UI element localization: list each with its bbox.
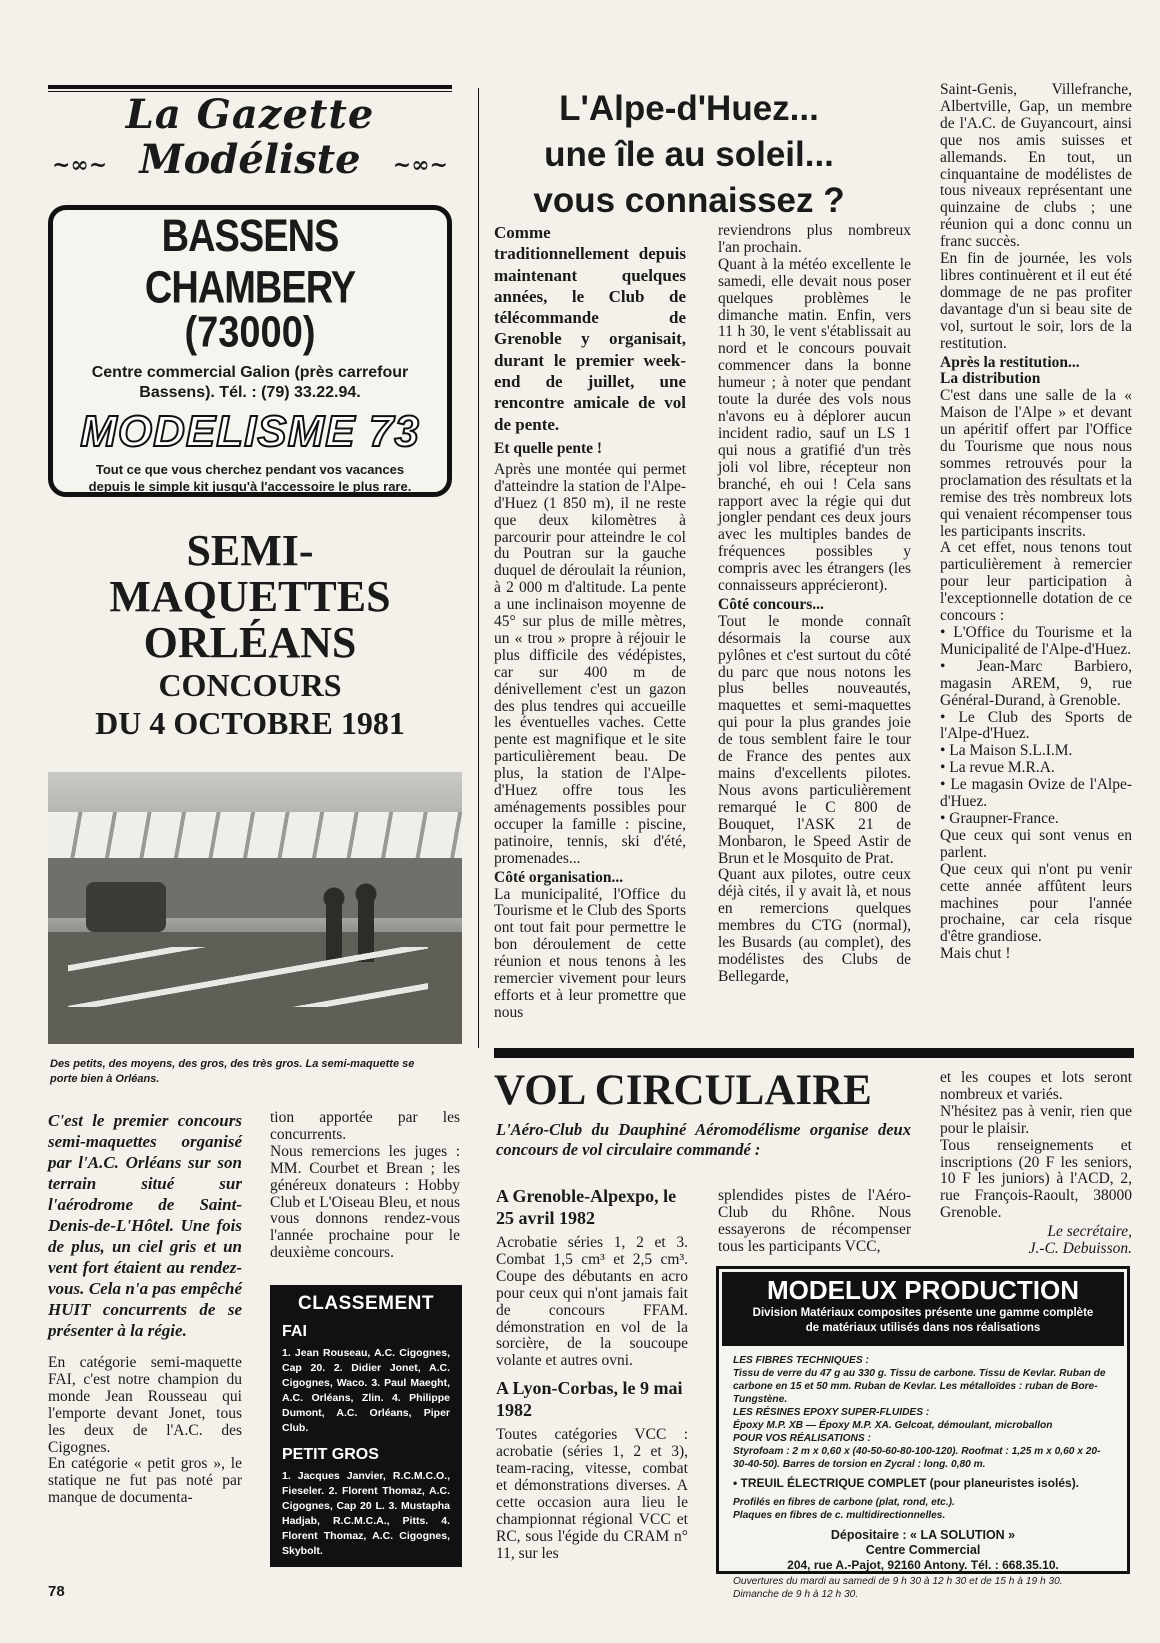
alpe-end1: Que ceux qui sont venus en parlent. xyxy=(940,826,1132,861)
alpe-h-orga: Côté organisation... xyxy=(494,868,624,886)
gazette-line2: Modéliste xyxy=(139,136,361,183)
ad-modelux xyxy=(716,1266,1130,1600)
modelux-real-h: POUR VOS RÉALISATIONS : xyxy=(733,1433,871,1444)
alpe-p-effet: A cet effet, nous tenons tout particulièrement à remercier pour leur participation à l'exceptionnelle dotation de ce concours : xyxy=(940,539,1132,625)
alpe-h-restit2: La distribution xyxy=(940,370,1041,388)
modelux-plaques: Plaques en fibres de c. multidirectionnelles. xyxy=(733,1510,946,1521)
modelux-horaires2: Dimanche de 9 h à 12 h 30. xyxy=(733,1589,859,1600)
semi-col1 xyxy=(48,1110,242,1507)
sponsor-item: • La Maison S.L.I.M. xyxy=(940,742,1073,760)
modelux-horaires1: Ouvertures du mardi au samedi de 9 h 30 à 12 h 30 et de 15 h à 19 h 30. xyxy=(733,1576,1063,1587)
alpe-p-orga: La municipalité, l'Office du Tourisme et le Club des Sports ont tout fait pour permettre le bon déroulement de cette réunion et nous tenons à les remercier vivement pour leurs efforts et à leur promettre que nous xyxy=(494,885,686,1021)
alpe-p-concours: Tout le monde connaît désormais la course aux pylônes et c'est surtout du côté du parc que nous notons les plus belles nouveautés, maquettes et semi-maquettes qui pour la plus grandes joie de tous semblent faire le tour de France des pentes aux mains d'excellents pilotes. Nous avons particulièrement remarqué le C 800 de Bouquet, l'ASK 21 de Monbaron, le Speed Astir de Brun et le Mosquito de Prat. xyxy=(718,612,911,867)
classement-title: CLASSEMENT xyxy=(298,1293,434,1314)
alpe-c3a: Saint-Genis, Villefranche, Albertville, Gap, un membre de l'A.C. de Guyancourt, ainsi que nos amis suisses et allemands. En tout, un cinquantaine de modélistes de tous niveaux représentant une quinzaine de clubs ; une réunion qui a donc connu un franc succès. xyxy=(940,81,1132,251)
alpe-c3b: En fin de journée, les vols libres continuèrent et il eut été dommage de ne pas profiter davantage d'un si beau site de vol, surtout le soir, lors de la restitution. xyxy=(940,250,1132,352)
page-number: 78 xyxy=(48,1583,65,1600)
modelux-real: Styrofoam : 2 m x 0,60 x (40-50-60-80-100-120). Roofmat : 1,25 m x 0,60 x 20-30-40-50). Barres de torsion en Zycral : long. 0,80 m. xyxy=(733,1446,1101,1470)
gazette-logo xyxy=(48,92,452,188)
flourish-right-icon: ~∞~ xyxy=(392,152,448,178)
alpe-h-concours: Côté concours... xyxy=(718,595,824,613)
modelux-fibres-h: LES FIBRES TECHNIQUES : xyxy=(733,1355,869,1366)
vol-h-lyon: A Lyon-Corbas, le 9 mai 1982 xyxy=(496,1378,683,1420)
van xyxy=(86,882,166,932)
photo-caption: Des petits, des moyens, des gros, des très gros. La semi-maquette se porte bien à Orléans. xyxy=(50,1058,415,1085)
hangar-roof xyxy=(48,812,462,858)
ad-bassens-chambery xyxy=(48,205,452,497)
semi-headline xyxy=(48,528,452,742)
photo-semi-maquettes xyxy=(48,772,462,1044)
alpe-col1 xyxy=(494,222,686,1022)
sponsor-item: • Graupner-France. xyxy=(940,809,1059,827)
alpe-h-pente: Et quelle pente ! xyxy=(494,439,603,457)
semi-title-1: SEMI- xyxy=(186,526,314,575)
vol-c3c: Tous renseignements et inscriptions (20 F les seniors, 10 F les juniors) à l'ACD, 2, rue François-Raoult, 38000 Grenoble. xyxy=(940,1136,1132,1222)
vol-intro: L'Aéro-Club du Dauphiné Aéromodélisme organise deux concours de vol circulaire commandé : xyxy=(496,1120,911,1159)
ad-brand: MODELISME 73 xyxy=(80,407,420,456)
vol-title: VOL CIRCULAIRE xyxy=(494,1067,872,1114)
vol-sig1: Le secrétaire, xyxy=(1047,1223,1132,1241)
semi-col2-p2: Nous remercions les juges : MM. Courbet et Brean ; les généreux donateurs : Hobby Club et L'Oiseau Bleu, et nous vous donnons rendez-vous l'année prochaine pour le deuxième concours. xyxy=(270,1142,460,1262)
modelux-resines-h: LES RÉSINES EPOXY SUPER-FLUIDES : xyxy=(733,1407,930,1418)
sponsor-item: • La revue M.R.A. xyxy=(940,759,1055,777)
classement-fai-text: 1. Jean Rouseau, A.C. Cigognes, Cap 20. 2. Didier Jonet, A.C. Cigognes, Waco. 3. Paul Maeght, A.C. Orléans, Zlin. 4. Philippe Dumont, A.C. Orléans, Piper Club. xyxy=(282,1347,450,1434)
alpe-p-restit: C'est dans une salle de la « Maison de l'Alpe » et devant un apéritif offert par l'Office du Tourisme que nous nous sommes retrouvés pour la proclamation des résultats et la remise des très nombreux lots qui venaient récompenser tous les participants inscrits. xyxy=(940,387,1132,540)
sponsor-list xyxy=(940,625,1132,828)
modelux-title: MODELUX PRODUCTION xyxy=(767,1275,1079,1305)
column-divider xyxy=(478,88,479,1048)
semi-col2-p1: tion apportée par les concurrents. xyxy=(270,1109,460,1143)
vol-c3b: N'hésitez pas à venir, rien que pour le plaisir. xyxy=(940,1102,1132,1137)
modelux-fibres: Tissu de verre du 47 g au 330 g. Tissu de carbone. Tissu de Kevlar. Ruban de carbone en 15 et 50 mm. Ruban de Kevlar. Les métalloïdes : ruban de Bore-Tungstène. xyxy=(733,1368,1106,1405)
sponsor-item: • Jean-Marc Barbiero, magasin AREM, 9, rue Général-Durand, à Grenoble. xyxy=(940,657,1132,709)
ad-tagline: Tout ce que vous cherchez pendant vos vacances depuis le simple kit jusqu'à l'accessoire le plus rare. xyxy=(88,462,412,494)
vol-p-lyon: Toutes catégories VCC : acrobatie (séries 1, 2 et 3), team-racing, vitesse, combat et démonstrations diverses. A cette occasion aura lieu le championnat régional VCC et RC, sous l'égide du CRAM n° 11, sur les xyxy=(496,1426,688,1562)
alpe-end2: Que ceux qui n'ont pu venir cette année affûtent leurs machines pour l'année prochaine, car cela risque d'être grandiose. xyxy=(940,860,1132,946)
alpe-headline-2: une île au soleil... xyxy=(544,135,834,174)
alpe-lead: Comme traditionnellement depuis maintenant quelques années, le Club de télécommande de Grenoble y organisait, durant le premier week-end de juillet, une rencontre amicale de vol de pente. xyxy=(494,223,686,434)
alpe-headline xyxy=(494,86,884,224)
alpe-h-restit1: Après la restitution... xyxy=(940,353,1080,371)
classement-pg-title: PETIT GROS xyxy=(282,1446,379,1463)
semi-p2: En catégorie « petit gros », le statique ne fut pas noté par manque de documenta- xyxy=(48,1455,242,1507)
alpe-c2b: Quant à la météo excellente le samedi, elle devait nous poser quelques problèmes le dimanche matin. Enfin, vers 11 h 30, le vent s'établissait au nord et le concours pouvait commencer dans la bonne humeur ; à noter que pendant toute la durée des vols nous n'avons eu à déplorer aucun incident radio, sauf un LS 1 qui nous a gratifié d'un très joli vol libre, récepteur non branché, eh oui ! Cela sans rapport avec la régie qui dut jongler pendant ces deux jours avec les multiples bandes de fréquences possibles y compris avec les étrangers (les connaisseurs apprécieront). xyxy=(718,255,911,595)
modelux-adresse: 204, rue A.-Pajot, 92160 Antony. Tél. : 668.35.10. xyxy=(787,1558,1059,1572)
gazette-line1: La Gazette xyxy=(125,91,375,138)
vol-p-c2: splendides pistes de l'Aéro-Club du Rhône. Nous essayerons de récompenser tous les participants VCC, xyxy=(718,1187,911,1255)
ad-title: BASSENS CHAMBERY xyxy=(144,211,356,314)
classement-pg-text: 1. Jacques Janvier, R.C.M.C.O., Fieseler. 2. Florent Thomaz, A.C. Cigognes, Cap 20 L. 3. Mustapha Hadjab, R.C.M.C.A., Pitts. 4. Florent Thomaz, A.C. Cigognes, Skybolt. xyxy=(282,1470,450,1557)
alpe-headline-3: vous connaissez ? xyxy=(533,181,845,220)
header-top-rule xyxy=(48,85,452,89)
modelux-depositaire: Dépositaire : « LA SOLUTION » xyxy=(830,1528,1016,1542)
semi-col2 xyxy=(270,1110,460,1262)
modelux-body xyxy=(719,1349,1127,1601)
vol-col3 xyxy=(940,1070,1132,1258)
sponsor-item: • L'Office du Tourisme et la Municipalité de l'Alpe-d'Huez. xyxy=(940,624,1132,658)
vol-top-rule xyxy=(494,1048,1134,1058)
alpe-col3 xyxy=(940,82,1132,963)
modelux-header xyxy=(722,1272,1124,1346)
alpe-headline-1: L'Alpe-d'Huez... xyxy=(559,89,819,128)
flourish-left-icon: ~∞~ xyxy=(52,152,108,178)
semi-title-2: MAQUETTES xyxy=(109,572,391,621)
alpe-p-pente: Après une montée qui permet d'atteindre la station de l'Alpe-d'Huez (1 850 m), il ne reste que deux kilomètres à parcourir pour atteindre le col du Poutran sur la gauche duquel de déroulait la réunion, à 2 000 m d'altitude. La pente a une inclinaison moyenne de 45° sur plus de mille mètres, un « trou » propre à réjouir le plus difficile des védépistes, car sur 400 m de dénivellement c'est un gazon des plus tendres qui accueille les éventuelles vaches. Cette pente est magnifique et le site particulièrement beau. De plus, la station de l'Alpe-d'Huez offre tous les aménagements possibles pour occuper la famille : piscine, patinoire, tennis, ski d'été, promenades... xyxy=(494,460,686,867)
vol-h-grenoble: A Grenoble-Alpexpo, le 25 avril 1982 xyxy=(496,1186,677,1228)
modelux-resines: Époxy M.P. XB — Époxy M.P. XA. Gelcoat, démoulant, microballon xyxy=(733,1420,1053,1431)
alpe-end3: Mais chut ! xyxy=(940,945,1011,963)
alpe-col2 xyxy=(718,223,911,986)
semi-sub-1: CONCOURS xyxy=(158,667,342,703)
classement-fai-title: FAI xyxy=(282,1323,307,1340)
modelux-profiles: Profilés en fibres de carbone (plat, rond, etc.). xyxy=(733,1497,955,1508)
classement-box xyxy=(270,1285,462,1567)
semi-lead: C'est le premier concours semi-maquettes organisé par l'A.C. Orléans sur son terrain situé sur l'aérodrome de Saint-Denis-de-L'Hôtel. Une fois de plus, un ciel gris et un vent fort étaient au rendez-vous. Cela n'a pas empêché HUIT concurrents de se présenter à la régie. xyxy=(48,1111,242,1340)
modelux-sub: Division Matériaux composites présente une gamme complète de matériaux utilisés dans nos réalisations xyxy=(752,1307,1094,1334)
semi-sub-2: DU 4 OCTOBRE 1981 xyxy=(95,705,405,741)
vol-sig2: J.-C. Debuisson. xyxy=(1028,1240,1132,1258)
sponsor-item: • Le magasin Ovize de l'Alpe-d'Huez. xyxy=(940,776,1132,811)
ad-address: Centre commercial Galion (près carrefour Bassens). Tél. : (79) 33.22.94. xyxy=(91,364,409,401)
ad-postcode: (73000) xyxy=(184,308,316,358)
modelux-centre: Centre Commercial xyxy=(865,1543,981,1557)
semi-title-3: ORLÉANS xyxy=(143,618,357,667)
vol-col2 xyxy=(718,1188,911,1256)
modelux-treuil: • TREUIL ÉLECTRIQUE COMPLET (pour planeuristes isolés). xyxy=(733,1476,1080,1490)
vol-c3a: et les coupes et lots seront nombreux et variés. xyxy=(940,1069,1132,1103)
alpe-c2a: reviendrons plus nombreux l'an prochain. xyxy=(718,222,911,256)
sponsor-item: • Le Club des Sports de l'Alpe-d'Huez. xyxy=(940,708,1132,743)
alpe-p-pilotes: Quant aux pilotes, outre ceux déjà cités, il y avait là, et nous en remercions quelques membres du CTG (normal), les Busards (au complet), des modélistes des Clubs de Bellegarde, xyxy=(718,866,911,985)
vol-col1 xyxy=(496,1186,688,1563)
semi-p1: En catégorie semi-maquette FAI, c'est notre champion du monde Jean Rousseau qui l'emporte devant Jonet, tous les deux de l'A.C. des Cigognes. xyxy=(48,1354,242,1456)
model-planes xyxy=(68,947,428,1007)
vol-p-grenoble: Acrobatie séries 1, 2 et 3. Combat 1,5 cm³ et 2,5 cm³. Coupe des débutants en acro pour ceux qui n'ont jamais fait de concours FFAM. démonstration en vol de la sorcière, de la soucoupe volante et autres ovni. xyxy=(496,1234,688,1370)
